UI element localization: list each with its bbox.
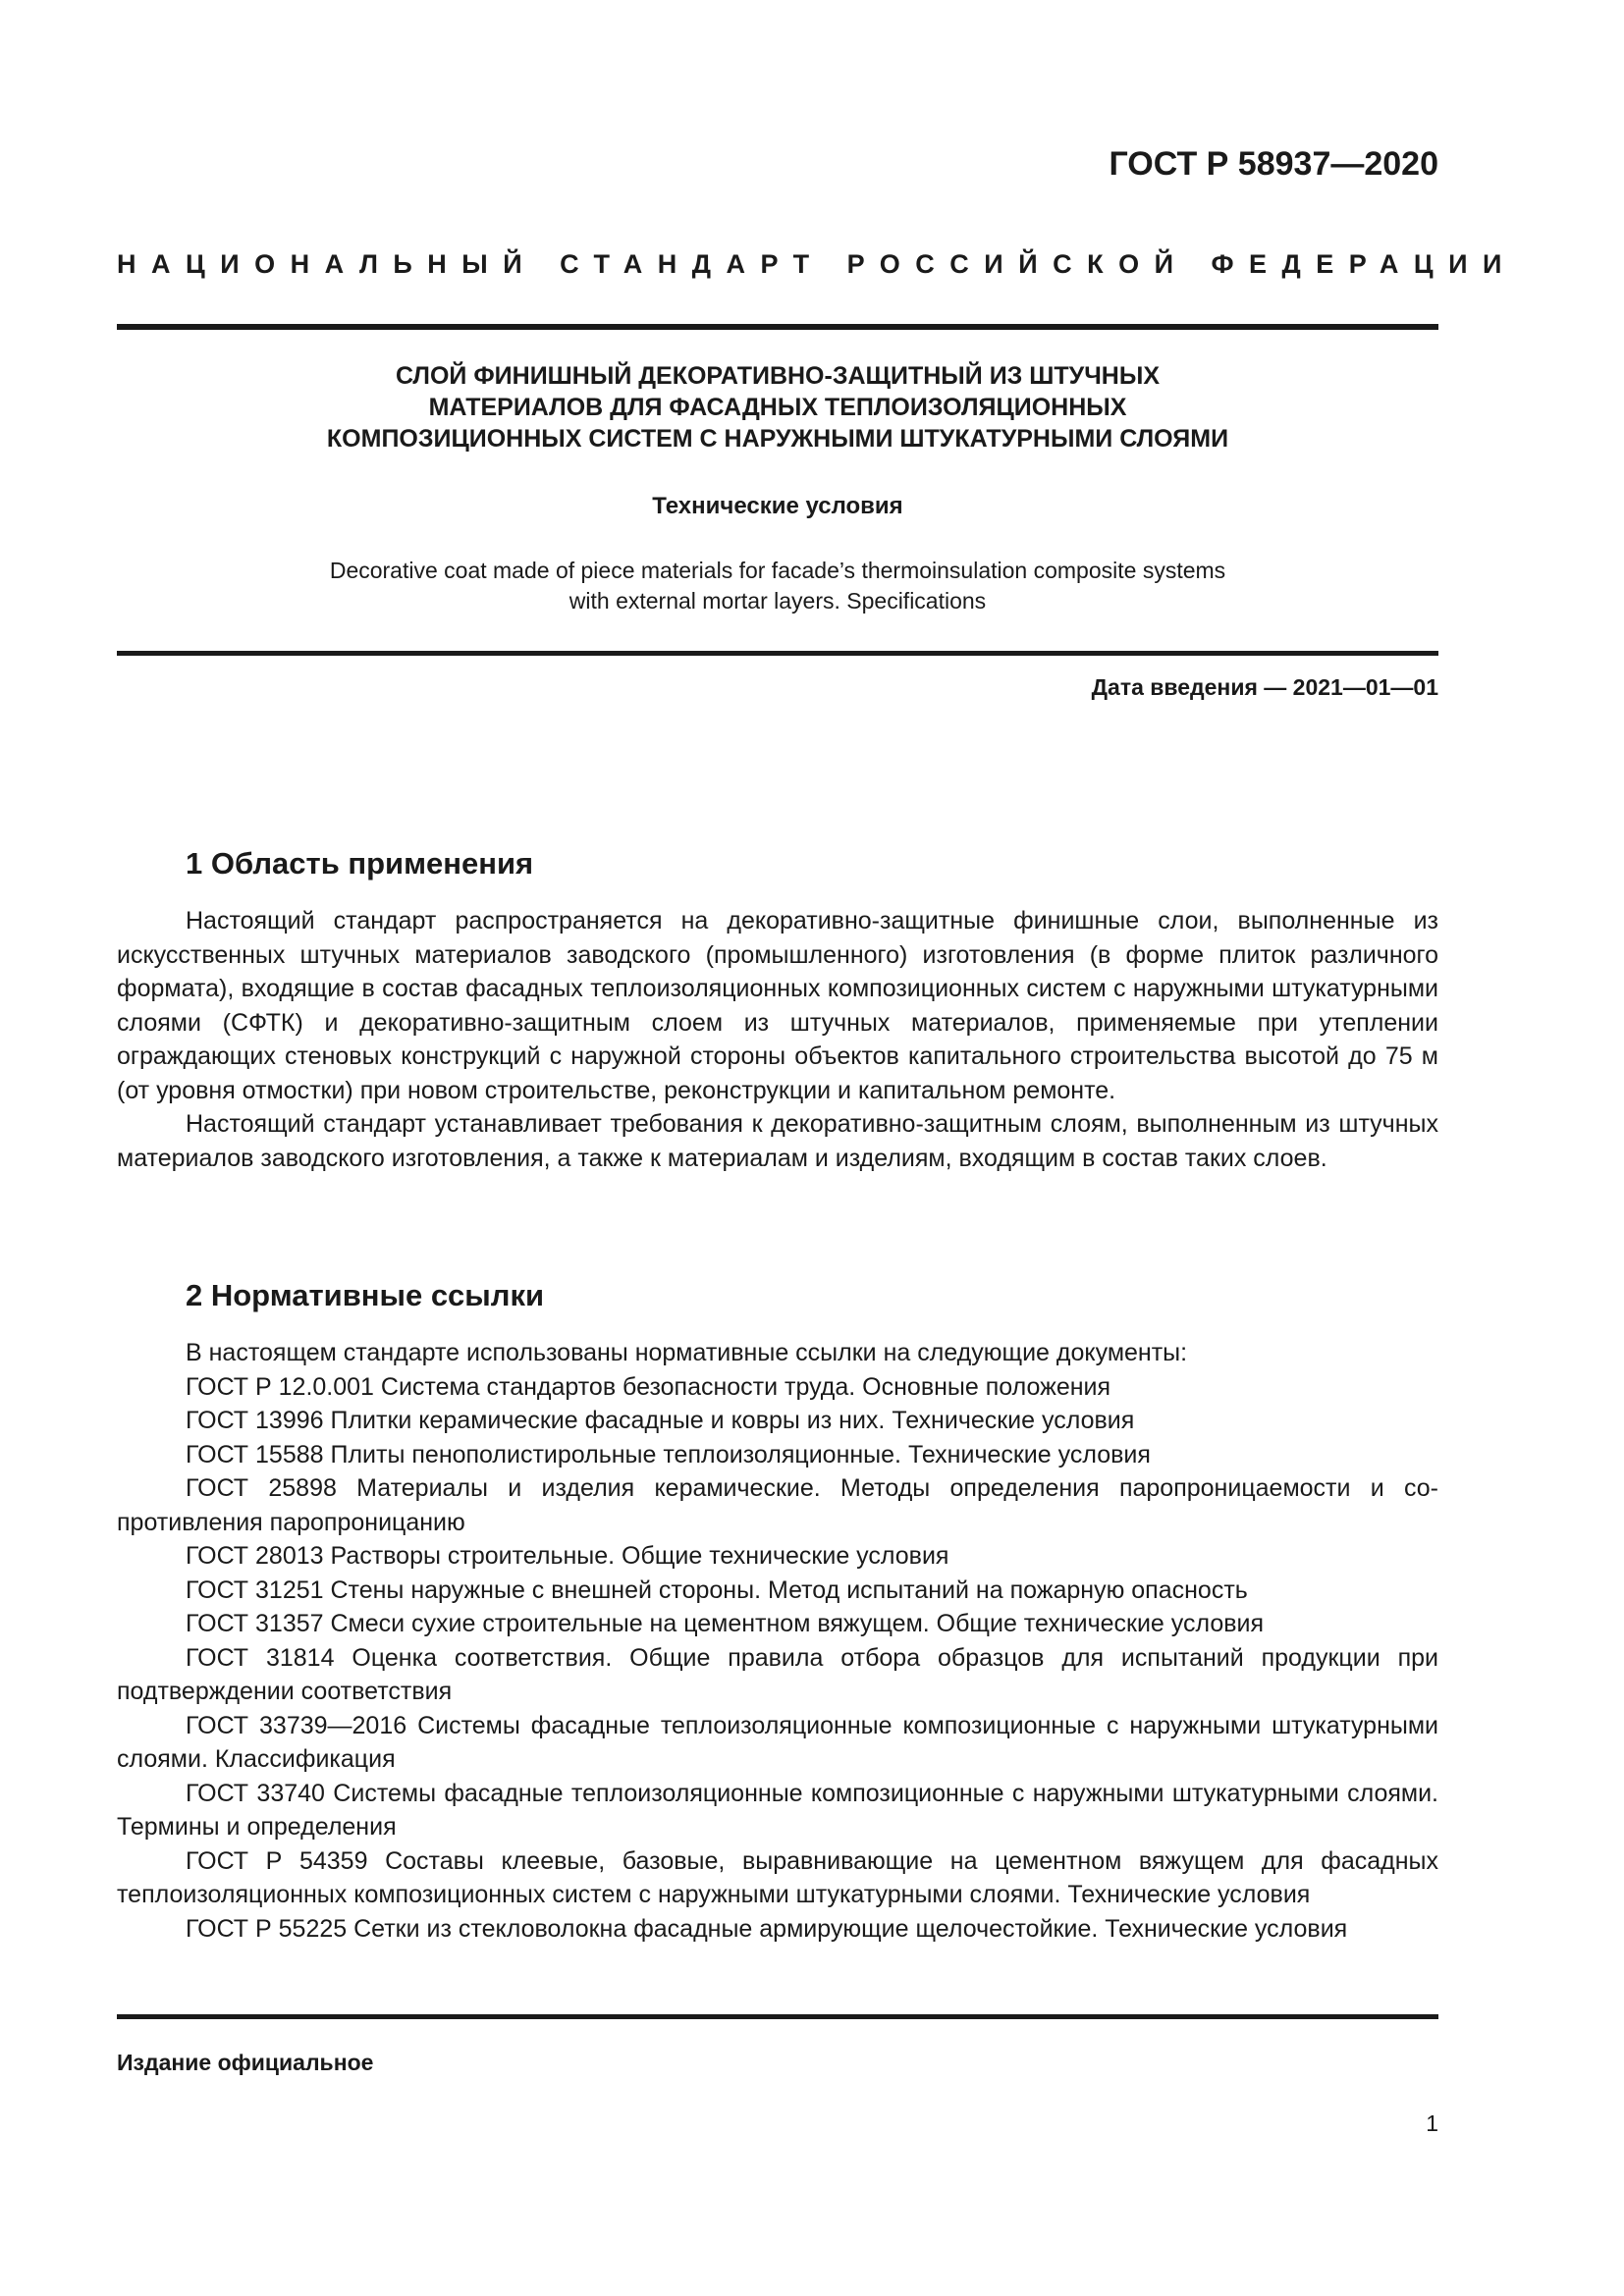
paragraph: Настоящий стандарт распространяется на декоративно-защитные финишные слои, выполненные из искусственных штучных материалов заводского (промышленного) изготовления (в форме плиток различного формата), входящие в состав фасадных теплоизоляционных композиционных систем с наружными штукатурными слоями (СФТК) и декоративно-защитным слоем из штучных материалов, применяемые при утеплении ограждающих стеновых конструкций с наружной стороны объектов капитального строительства высотой до 75 м (от уровня отмостки) при новом строительстве, реконструкции и капитальном ремонте. [117,907,1438,1104]
official-edition-label: Издание официальное [117,2050,374,2075]
english-title-line: Decorative coat made of piece materials for facade’s thermoinsulation composite systems [329,558,1226,583]
paragraph: В настоящем стандарте использованы нормативные ссылки на следующие документы: [186,1339,1188,1366]
gost-number: ГОСТ Р 58937—2020 [1109,145,1438,183]
reference-item: ГОСТ Р 54359 Составы клеевые, базовые, выравнивающие на цементном вяжущем для фасадных теплоизоляционных композиционных систем с наружными штукатурными слоями. Технические условия [117,1846,1438,1908]
english-title-line: with external mortar layers. Specifications [568,588,987,614]
reference-item: ГОСТ 31251 Стены наружные с внешней стороны. Метод испытаний на пожарную опасность [186,1575,1248,1604]
reference-item: ГОСТ 13996 Плитки керамические фасадные и ковры из них. Технические условия [186,1407,1135,1434]
section-1-body [117,904,1438,1175]
reference-item: ГОСТ 28013 Растворы строительные. Общие технические условия [186,1542,949,1570]
reference-item: ГОСТ Р 12.0.001 Система стандартов безопасности труда. Основные положения [186,1372,1111,1401]
national-standard-line: НАЦИОНАЛЬНЫЙ СТАНДАРТ РОССИЙСКОЙ ФЕДЕРАЦИИ [117,249,1517,279]
reference-item: ГОСТ 33739—2016 Системы фасадные теплоизоляционные композиционные с наружными штукатурными слоями. Классификация [117,1711,1438,1773]
introduction-date: Дата введения — 2021—01—01 [1091,674,1438,700]
document-subtitle: Технические условия [652,493,903,519]
title-line: КОМПОЗИЦИОННЫХ СИСТЕМ С НАРУЖНЫМИ ШТУКАТУРНЫМИ СЛОЯМИ [326,425,1229,453]
english-title [117,556,1438,616]
reference-item: ГОСТ 25898 Материалы и изделия керамические. Методы определения паропроницаемости и сопротивления паропроницанию [117,1474,1438,1536]
section-2-body [117,1336,1438,1946]
title-line: СЛОЙ ФИНИШНЫЙ ДЕКОРАТИВНО-ЗАЩИТНЫЙ ИЗ ШТУЧНЫХ [396,362,1160,390]
title-divider [117,651,1438,656]
reference-item: ГОСТ 31357 Смеси сухие строительные на цементном вяжущем. Общие технические условия [186,1610,1265,1637]
section-2-heading: 2 Нормативные ссылки [186,1278,545,1312]
section-1-heading: 1 Область применения [186,846,534,881]
reference-item: ГОСТ 15588 Плиты пенополистирольные теплоизоляционные. Технические условия [186,1440,1151,1468]
page-number: 1 [1426,2110,1438,2136]
document-title [117,360,1438,454]
title-line: МАТЕРИАЛОВ ДЛЯ ФАСАДНЫХ ТЕПЛОИЗОЛЯЦИОННЫХ [428,394,1127,421]
reference-item: ГОСТ 33740 Системы фасадные теплоизоляционные композиционные с наружными штукатурными слоями. Термины и определения [117,1779,1438,1841]
footer-divider [117,2014,1438,2019]
paragraph: Настоящий стандарт устанавливает требования к декоративно-защитным слоям, выполненным из штучных материалов заводского изготовления, а также к материалам и изделиям, входящим в состав таких слоев. [117,1110,1438,1172]
header-divider [117,324,1438,330]
reference-item: ГОСТ Р 55225 Сетки из стекловолокна фасадные армирующие щелочестойкие. Технические условия [186,1914,1348,1943]
reference-item: ГОСТ 31814 Оценка соответствия. Общие правила отбора образцов для испытаний продукции при подтверждении соответствия [117,1643,1438,1705]
